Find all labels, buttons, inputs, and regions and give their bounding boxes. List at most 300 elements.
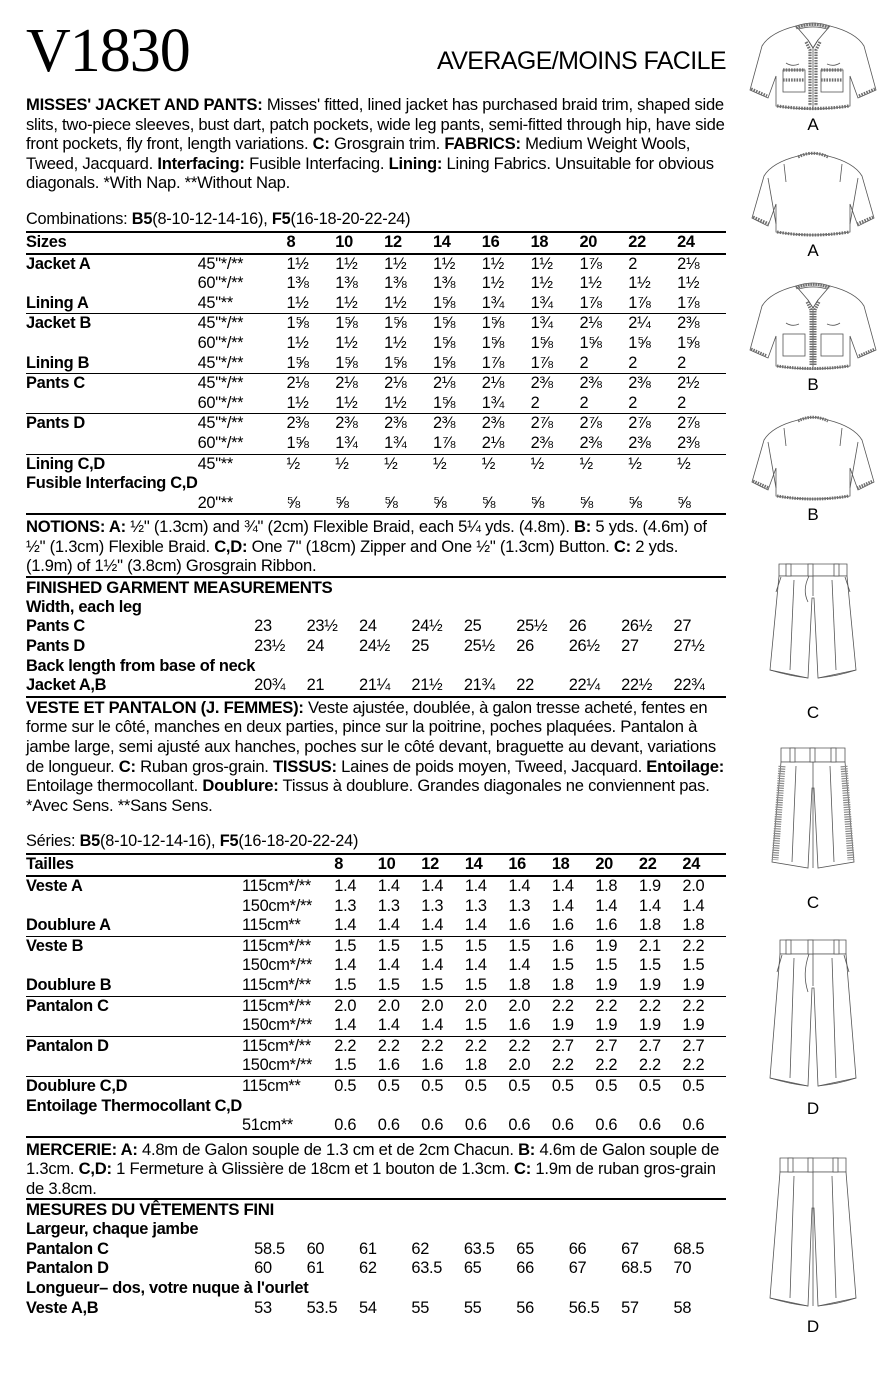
fgm-subtitle: Width, each leg [26, 597, 142, 616]
table-row [26, 414, 726, 434]
row-value-7: 0.6 [638, 1116, 661, 1135]
size-col-5: 18 [531, 232, 580, 254]
row-value-8: 1⅞ [677, 293, 700, 312]
row-value-2: 2⅜ [384, 414, 433, 434]
row-value-2: 0.6 [421, 1116, 444, 1135]
row-fabric-width: 60"*/** [197, 274, 244, 293]
fgm-value-5: 25½ [516, 617, 548, 636]
row-value-5: 1.4 [551, 896, 574, 915]
row-fabric-width: 115cm*/** [242, 936, 334, 956]
row-value-4: 2.0 [508, 1056, 531, 1075]
size-col-0: 8 [286, 232, 335, 254]
row-value-0: 1.4 [334, 1016, 357, 1035]
row-value-4: 2⅜ [482, 414, 531, 434]
fgm-subtitle-row [26, 1220, 726, 1240]
illustration-caption: C [806, 893, 820, 912]
fgm-value-1: 23½ [306, 617, 338, 636]
row-value-0: 1.4 [334, 876, 378, 897]
illustration-caption: B [807, 375, 819, 394]
row-value-0: 1.5 [334, 1056, 357, 1075]
row-value-7: 2¼ [628, 314, 677, 334]
english-yardage-body [26, 254, 726, 514]
table-row [26, 354, 726, 374]
row-value-5: 2⅜ [531, 374, 580, 394]
french-notions: MERCERIE: A: 4.8m de Galon souple de 1.3 cm et de 2cm Chacun. B: 4.6m de Galon souple de 1.3cm. C,D: 1 Fermeture à Glissière de 18cm et 1 bouton de 1.3cm. C: 1.9m de ruban gros-grain de 3.8cm. [26, 1139, 720, 1198]
size-col-1: 10 [378, 854, 422, 876]
table-row [26, 334, 726, 354]
row-value-1: 2.0 [378, 996, 422, 1016]
row-label [26, 394, 198, 414]
fgm-value-3: 55 [411, 1298, 430, 1317]
row-value-4: 2⅛ [481, 433, 504, 452]
row-label [26, 274, 198, 294]
row-value-2: 1.6 [421, 1056, 444, 1075]
illustration-jacket-b-back [736, 412, 890, 525]
english-fgm-title: FINISHED GARMENT MEASUREMENTS [26, 578, 333, 598]
row-value-3: 1.8 [464, 1056, 487, 1075]
row-value-6: 1.4 [595, 896, 618, 915]
pants-c-back-drawing [746, 740, 880, 892]
french-fgm-body [26, 1220, 726, 1318]
row-value-1: ⅝ [335, 493, 349, 512]
row-value-2: 1.5 [421, 975, 444, 994]
row-value-4: ½ [482, 454, 531, 474]
row-value-4: ⅝ [481, 493, 496, 512]
row-fabric-width: 45"** [198, 454, 287, 474]
size-col-5: 18 [552, 854, 596, 876]
fgm-value-0: 23½ [254, 637, 286, 656]
row-value-1: 1.4 [377, 1016, 400, 1035]
illustration-caption: A [807, 241, 819, 260]
english-combinations: Combinations: B5(8-10-12-14-16), F5(16-18-20-22-24) [26, 209, 411, 228]
row-value-5: 0.5 [552, 1076, 596, 1096]
row-value-0: 2⅜ [286, 414, 335, 434]
fgm-value-8: 22¾ [673, 676, 705, 695]
row-label: Doublure A [26, 916, 111, 935]
row-label [26, 1116, 242, 1136]
size-col-7: 22 [639, 854, 683, 876]
table-row [26, 996, 726, 1016]
row-value-8: 2.7 [682, 1036, 726, 1056]
size-col-0: 8 [334, 854, 378, 876]
row-value-0: 1.5 [334, 975, 357, 994]
row-value-7: 1.8 [638, 916, 661, 935]
illustration-pants-c-front [736, 552, 890, 723]
row-value-0: 1½ [286, 393, 309, 412]
row-value-7: 2.7 [639, 1036, 683, 1056]
row-fabric-width: 150cm*/** [241, 1056, 313, 1075]
row-value-1: 2⅜ [335, 414, 384, 434]
row-value-1: 2.2 [378, 1036, 422, 1056]
row-value-6: 2⅜ [579, 433, 602, 452]
fgm-value-0: 60 [254, 1259, 272, 1278]
illustration-caption: A [807, 115, 819, 134]
illustration-caption: D [806, 1317, 820, 1336]
row-value-8: 1½ [677, 274, 700, 293]
row-value-5: 1½ [530, 274, 553, 293]
fgm-row [26, 1259, 726, 1279]
row-value-5: 1½ [531, 254, 580, 275]
row-value-4: 1.8 [508, 975, 531, 994]
row-value-3 [465, 1097, 509, 1117]
fgm-value-2: 61 [359, 1239, 377, 1258]
row-label: Entoilage Thermocollant C,D [26, 1096, 242, 1115]
row-value-0: 1⅝ [286, 433, 309, 452]
row-value-7: 2 [628, 254, 677, 275]
row-fabric-width: 60"*/** [197, 433, 244, 452]
row-value-8: 2⅛ [677, 254, 726, 275]
row-value-6: 1.6 [595, 916, 618, 935]
row-label [26, 956, 242, 976]
row-value-2 [384, 474, 433, 494]
fgm-row-label: Pantalon D [26, 1259, 109, 1278]
row-value-8: ⅝ [677, 493, 691, 512]
row-value-5: 1.4 [552, 876, 596, 897]
row-label [26, 897, 242, 917]
row-fabric-width: 20"** [197, 493, 233, 512]
row-value-7: 2⅞ [628, 414, 677, 434]
row-label: Pants D [26, 414, 198, 434]
row-label: Pantalon C [26, 996, 242, 1016]
row-value-0: 1⅝ [286, 353, 309, 372]
table-row [26, 1036, 726, 1056]
fgm-value-5: 56 [516, 1298, 534, 1317]
row-value-0: 1½ [286, 333, 309, 352]
pants-c-front-drawing [746, 552, 880, 702]
row-value-2: 1¾ [384, 433, 407, 452]
row-value-6: 1.9 [595, 1016, 618, 1035]
row-fabric-width: 150cm*/** [241, 956, 313, 975]
row-fabric-width: 45"*/** [197, 353, 244, 372]
row-value-2: 1.4 [421, 956, 444, 975]
row-value-6: ⅝ [579, 493, 593, 512]
fgm-value-1: 53.5 [306, 1298, 338, 1317]
row-value-7: 2⅜ [628, 374, 677, 394]
row-label [26, 334, 198, 354]
row-value-4: 1⅝ [481, 333, 504, 352]
table-row [26, 1076, 726, 1096]
row-value-0: 1⅜ [286, 274, 309, 293]
row-value-3: 1.5 [465, 936, 509, 956]
row-value-7: ½ [628, 454, 677, 474]
row-value-4: 1.6 [508, 1016, 531, 1035]
illustration-jacket-b-front [736, 278, 890, 395]
fgm-subtitle: Back length from base of neck [26, 656, 256, 675]
row-value-3: 1½ [433, 254, 482, 275]
row-value-0: 1½ [286, 293, 309, 312]
row-value-1: 1.6 [377, 1056, 400, 1075]
pants-d-back-drawing [746, 1148, 880, 1316]
fgm-value-8: 68.5 [673, 1239, 705, 1258]
row-value-2: 1.4 [421, 1016, 444, 1035]
fgm-value-3: 21½ [411, 676, 443, 695]
row-value-6 [595, 1097, 639, 1117]
fgm-value-4: 63.5 [463, 1239, 495, 1258]
illustration-caption: C [806, 703, 820, 722]
size-col-6: 20 [579, 232, 628, 254]
fgm-value-6: 67 [568, 1259, 587, 1278]
row-value-3: 2.0 [465, 996, 509, 1016]
row-value-0: 1.4 [334, 916, 357, 935]
table-row [26, 294, 726, 314]
fgm-value-2: 24½ [359, 637, 391, 656]
row-value-0: 2.2 [334, 1036, 378, 1056]
row-fabric-width: 60"*/** [197, 393, 244, 412]
row-value-5: ½ [531, 454, 580, 474]
row-value-4: 1.3 [508, 896, 531, 915]
row-label: Pants C [26, 374, 198, 394]
french-yardage-body [26, 876, 726, 1136]
row-value-0: 1½ [286, 254, 335, 275]
fgm-value-8: 27 [673, 617, 692, 636]
fgm-value-7: 26½ [621, 617, 653, 636]
row-value-4: 1⅝ [482, 314, 531, 334]
fgm-row [26, 676, 726, 696]
fgm-subtitle: Largeur, chaque jambe [26, 1220, 199, 1239]
row-label: Doublure C,D [26, 1076, 242, 1096]
size-col-1: 10 [335, 232, 384, 254]
row-value-1: 2⅛ [335, 374, 384, 394]
row-value-5: 1.5 [551, 956, 574, 975]
row-value-8: 2½ [677, 374, 726, 394]
fgm-value-4: 65 [463, 1259, 482, 1278]
table-row [26, 494, 726, 514]
header [26, 0, 728, 85]
row-value-5: 2⅜ [530, 433, 553, 452]
french-fgm-title: MESURES DU VÊTEMENTS FINI [26, 1200, 274, 1220]
row-label: Veste A [26, 876, 242, 897]
row-value-5: ⅝ [530, 493, 544, 512]
row-value-6: 2⅛ [579, 314, 628, 334]
row-value-0: 1.5 [334, 936, 378, 956]
illustration-caption: D [806, 1099, 820, 1118]
row-value-0 [334, 1097, 378, 1117]
fgm-value-3: 62 [411, 1239, 430, 1258]
jacket-a-front-drawing [746, 18, 880, 114]
row-value-4: 1.4 [508, 876, 552, 897]
row-value-5: 1.8 [551, 975, 574, 994]
size-col-8: 24 [682, 854, 726, 876]
row-value-0 [286, 474, 335, 494]
row-value-7: 1.5 [638, 956, 661, 975]
row-label: Lining A [26, 293, 89, 312]
row-value-0: 1⅝ [286, 314, 335, 334]
row-value-6: 0.5 [595, 1076, 639, 1096]
fgm-value-5: 66 [516, 1259, 534, 1278]
row-value-7: 1.9 [639, 876, 683, 897]
row-value-1 [335, 474, 384, 494]
fgm-value-1: 21 [306, 676, 325, 695]
row-value-7: 1½ [628, 274, 651, 293]
fgm-row [26, 1299, 726, 1319]
row-value-7 [639, 1097, 683, 1117]
row-value-2: 2.2 [421, 1036, 465, 1056]
row-value-3: 1.4 [465, 876, 509, 897]
fgm-value-4: 21¾ [463, 676, 495, 695]
row-label [26, 1056, 242, 1076]
fgm-value-3: 25 [411, 637, 430, 656]
row-value-0: 1.4 [334, 956, 357, 975]
table-row [26, 976, 726, 996]
row-value-1: 1⅜ [335, 274, 358, 293]
row-value-7: 1.9 [638, 1016, 661, 1035]
row-value-7: 2.2 [639, 996, 683, 1016]
row-fabric-width: 150cm*/** [241, 896, 313, 915]
fgm-value-1: 61 [306, 1259, 325, 1278]
jacket-b-back-drawing [746, 412, 880, 504]
fgm-value-6: 56.5 [568, 1298, 600, 1317]
row-fabric-width [198, 474, 287, 494]
row-fabric-width: 60"*/** [197, 333, 244, 352]
row-value-4: 2.0 [508, 996, 552, 1016]
jacket-a-back-drawing [746, 148, 880, 240]
row-label: Lining C,D [26, 454, 198, 474]
table-row [26, 454, 726, 474]
french-description: VESTE ET PANTALON (J. FEMMES): Veste ajustée, doublée, à galon tresse acheté, fentes en forme sur le côté, manches en deux parties, pince sur la poitrine, poches plaquées. Pantalon à jambe large, semi ajusté aux hanches, poches sur le côté devant, braguette au devant, variations de longueur. C: Ruban gros-grain. TISSUS: Laines de poids moyen, Tweed, Jacquard. Entoilage: Entoilage thermocollant. Doublure: Tissus à doublure. Grandes diagonales ne conviennent pas. *Avec Sens. **Sans Sens. [26, 697, 725, 815]
fgm-value-7: 67 [621, 1239, 639, 1258]
row-fabric-width [242, 1097, 334, 1117]
table-row [26, 1116, 726, 1136]
row-value-8: 2.2 [682, 996, 726, 1016]
fgm-value-7: 68.5 [621, 1259, 652, 1278]
table-row [26, 1097, 726, 1117]
row-value-6: 2.7 [595, 1036, 639, 1056]
content-column [26, 0, 728, 1318]
row-value-6 [579, 474, 628, 494]
row-value-8: 1.9 [682, 975, 705, 994]
row-value-2: 1½ [384, 393, 407, 412]
fgm-value-8: 27½ [673, 637, 705, 656]
fgm-value-5: 22 [516, 676, 534, 695]
english-description: MISSES' JACKET AND PANTS: Misses' fitted, lined jacket has purchased braid trim, shaped side slits, two-piece sleeves, bust dart, patch pockets, wide leg pants, semi-fitted through hip, have side front pockets, fly front, length variations. C: Grosgrain trim. FABRICS: Medium Weight Wools, Tweed, Jacquard. Interfacing: Fusible Interfacing. Lining: Lining Fabrics. Unsuitable for obvious diagonals. *With Nap. **Without Nap. [26, 95, 725, 193]
row-label [26, 494, 198, 514]
row-value-6: 1.9 [595, 936, 639, 956]
fgm-row-label: Pants C [26, 617, 85, 636]
table-row [26, 314, 726, 334]
fgm-row [26, 617, 726, 637]
illustration-jacket-a-back [736, 148, 890, 261]
table-row [26, 434, 726, 454]
row-value-6: 0.6 [595, 1116, 618, 1135]
row-value-2: 1⅝ [384, 314, 433, 334]
fgm-value-4: 25 [463, 617, 482, 636]
fgm-value-7: 27 [621, 637, 639, 656]
row-value-7: 1.9 [638, 975, 661, 994]
table-row [26, 956, 726, 976]
row-fabric-width: 115cm** [241, 916, 301, 935]
row-value-8: 2 [677, 353, 686, 372]
row-fabric-width: 45"*/** [198, 254, 287, 275]
table-header-row [26, 854, 726, 876]
row-value-6: 2.2 [595, 1056, 618, 1075]
row-value-6: 1.9 [595, 975, 618, 994]
row-value-4: 1⅞ [481, 353, 504, 372]
row-value-1: 1½ [335, 333, 358, 352]
french-fgm-table [26, 1220, 726, 1318]
row-value-6: 2 [579, 393, 589, 412]
english-yardage-table [26, 231, 726, 513]
row-value-3: ½ [433, 454, 482, 474]
row-value-5: 2⅞ [531, 414, 580, 434]
row-value-8: 2⅞ [677, 414, 726, 434]
row-value-4: 2⅛ [482, 374, 531, 394]
fgm-value-7: 57 [621, 1298, 639, 1317]
row-value-8: 1.8 [682, 916, 705, 935]
row-value-1: 1½ [335, 293, 358, 312]
row-value-7: 2 [628, 393, 638, 412]
row-label: Fusible Interfacing C,D [26, 474, 198, 493]
row-value-5: 2.2 [551, 1056, 574, 1075]
row-value-8: 2 [677, 393, 686, 412]
fgm-value-0: 53 [254, 1298, 272, 1317]
row-value-1: 1⅝ [335, 314, 384, 334]
fgm-value-4: 25½ [463, 637, 495, 656]
row-value-1: 1.3 [377, 896, 400, 915]
row-value-3: 1.5 [464, 975, 487, 994]
row-fabric-width: 150cm*/** [241, 1016, 313, 1035]
fgm-value-0: 23 [254, 617, 272, 636]
french-yardage-table [26, 853, 726, 1135]
row-value-6: ½ [579, 454, 628, 474]
fgm-row-label: Pants D [26, 637, 85, 656]
row-value-6: 2.2 [595, 996, 639, 1016]
illustration-jacket-a-front [736, 18, 890, 135]
row-fabric-width: 115cm*/** [242, 876, 334, 897]
tailles-label: Tailles [26, 854, 242, 876]
row-value-3 [433, 474, 482, 494]
row-value-1: 1.4 [377, 916, 400, 935]
row-value-3: 1.5 [464, 1016, 487, 1035]
row-fabric-width: 45"*/** [198, 374, 287, 394]
size-col-4: 16 [508, 854, 552, 876]
row-value-5: 2.2 [552, 996, 596, 1016]
fgm-value-2: 54 [359, 1298, 377, 1317]
fgm-subtitle: Longueur– dos, votre nuque à l'ourlet [26, 1279, 309, 1298]
row-value-7: 1⅝ [628, 333, 651, 352]
size-col-7: 22 [628, 232, 677, 254]
row-value-3: 1⅝ [432, 333, 456, 352]
row-value-2: 1⅝ [384, 353, 407, 372]
size-col-3: 14 [465, 854, 509, 876]
row-fabric-width: 115cm*/** [242, 1036, 334, 1056]
row-value-8: 1.4 [682, 896, 705, 915]
row-value-5: 1.6 [552, 936, 596, 956]
row-value-8: 2⅜ [677, 433, 700, 452]
row-label [26, 1016, 242, 1036]
row-value-7: 2.1 [639, 936, 683, 956]
row-value-6: 1.5 [595, 956, 618, 975]
french-yardage-table-wrap [26, 853, 728, 1137]
illustration-pants-c-back [736, 740, 890, 913]
row-value-5: 1⅞ [530, 353, 553, 372]
row-value-2: 1½ [384, 254, 433, 275]
row-value-4: 1.6 [508, 916, 531, 935]
row-value-3: 0.6 [464, 1116, 487, 1135]
fgm-value-6: 22¼ [568, 676, 600, 695]
table-row [26, 1016, 726, 1036]
row-value-2: 0.5 [421, 1076, 465, 1096]
french-table-bottom-rule [26, 1136, 726, 1138]
row-value-4: 0.6 [508, 1116, 531, 1135]
row-value-3: 1⅜ [432, 274, 456, 293]
fgm-value-2: 62 [359, 1259, 377, 1278]
row-value-2: 1⅜ [384, 274, 407, 293]
row-value-7: 1.4 [638, 896, 661, 915]
row-value-3: ⅝ [432, 493, 447, 512]
row-value-3: 2⅜ [433, 414, 482, 434]
english-table-bottom-rule [26, 513, 726, 515]
row-value-8: 1⅝ [677, 333, 700, 352]
